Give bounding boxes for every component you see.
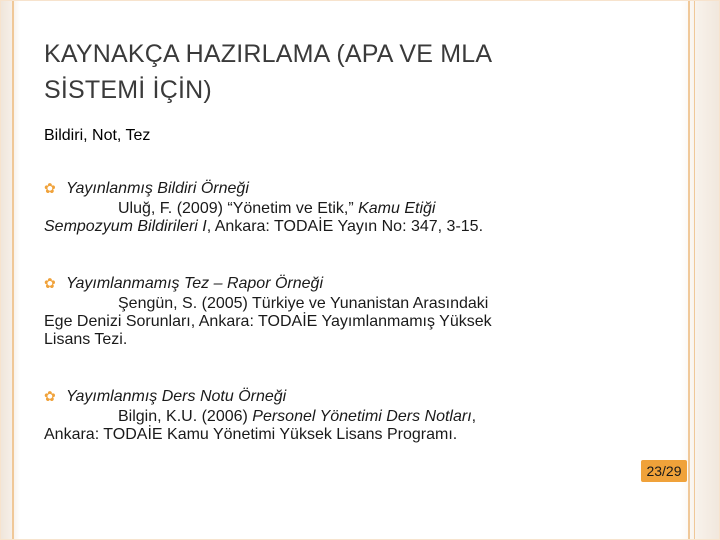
flower-bullet-icon: ✿: [44, 275, 56, 291]
entry-text: , Ankara: TODAİE Yayın No: 347, 3-15.: [206, 218, 484, 235]
flower-bullet-icon: ✿: [44, 180, 56, 196]
entry-line: [44, 200, 634, 218]
entry-line: Ankara: TODAİE Kamu Yönetimi Yüksek Lisans Programı.: [44, 426, 458, 443]
reference-entry: [44, 388, 634, 444]
entry-text: ,: [471, 408, 477, 425]
entry-italic-text: Personel Yönetimi Ders Notları: [252, 408, 472, 425]
entry-line: Şengün, S. (2005) Türkiye ve Yunanistan Arasındaki: [118, 295, 489, 312]
entry-text: Uluğ, F. (2009) “Yönetim ve Etik,”: [118, 200, 359, 217]
entry-line: [44, 408, 634, 426]
slide-title: [44, 36, 664, 108]
entry-line: [44, 218, 634, 236]
flower-bullet-icon: ✿: [44, 388, 56, 404]
entry-body: [44, 408, 634, 444]
section-subheading: Bildiri, Not, Tez: [44, 127, 151, 144]
reference-entry: [44, 180, 634, 236]
page-number: 23/29: [641, 460, 687, 482]
slide-title-line2: SİSTEMİ İÇİN): [44, 76, 212, 104]
entry-body: [44, 295, 634, 349]
entry-heading-text: Yayımlanmamış Tez – Rapor Örneği: [66, 275, 323, 292]
entry-italic-text: Sempozyum Bildirileri I: [44, 218, 207, 235]
entry-body: [44, 200, 634, 236]
entry-text: Bilgin, K.U. (2006): [118, 408, 253, 425]
entry-heading-text: Yayınlanmış Bildiri Örneği: [66, 180, 249, 197]
entry-heading: [44, 180, 634, 198]
entry-line: Ege Denizi Sorunları, Ankara: TODAİE Yayımlanmamış Yüksek: [44, 313, 492, 330]
entry-italic-text: Kamu Etiği: [358, 200, 436, 217]
slide-title-line1: KAYNAKÇA HAZIRLAMA (APA VE MLA: [44, 40, 493, 68]
reference-entry: [44, 275, 634, 349]
entry-line: Lisans Tezi.: [44, 331, 128, 348]
entry-heading: [44, 275, 634, 293]
entry-heading: [44, 388, 634, 406]
entry-heading-text: Yayımlanmış Ders Notu Örneği: [66, 388, 287, 405]
